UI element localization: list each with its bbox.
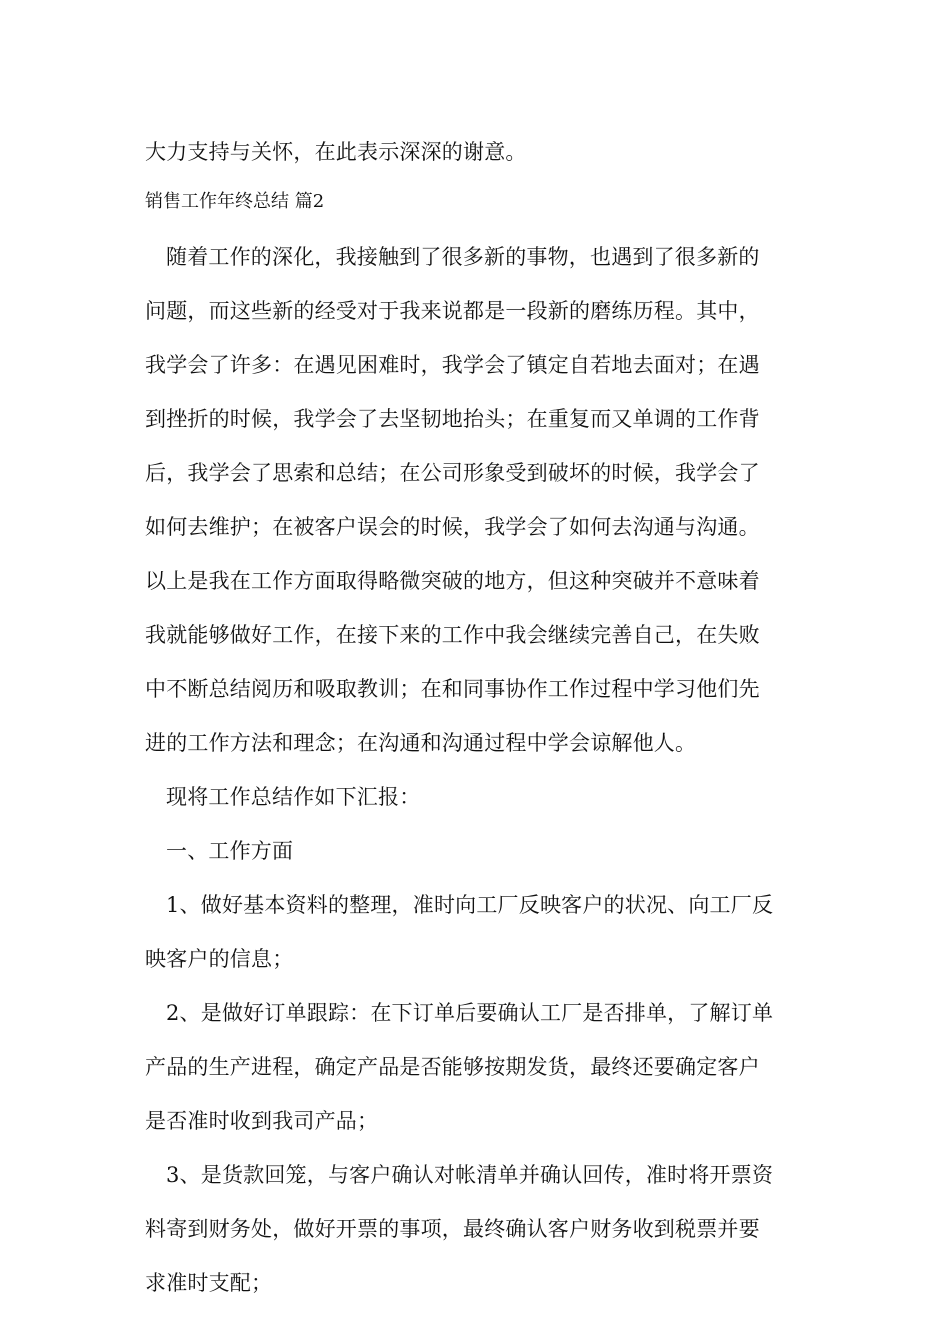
paragraph-line: 进的工作方法和理念；在沟通和沟通过程中学会谅解他人。 [145,731,697,755]
paragraph-line: 随着工作的深化，我接触到了很多新的事物，也遇到了很多新的 [166,245,760,269]
section-heading: 销售工作年终总结 篇2 [145,191,325,212]
list-item-line: 3、是货款回笼，与客户确认对帐清单并确认回传，准时将开票资 [166,1163,774,1187]
list-item-line: 2、是做好订单跟踪：在下订单后要确认工厂是否排单，了解订单 [166,1001,774,1025]
text-line: 大力支持与关怀，在此表示深深的谢意。 [145,140,527,164]
paragraph-line: 以上是我在工作方面取得略微突破的地方，但这种突破并不意味着 [145,569,760,593]
paragraph-line: 到挫折的时候，我学会了去坚韧地抬头；在重复而又单调的工作背 [145,407,760,431]
paragraph-line: 中不断总结阅历和吸取教训；在和同事协作工作过程中学习他们先 [145,677,760,701]
paragraph-line: 现将工作总结作如下汇报： [166,785,421,809]
list-item-line: 求准时支配； [145,1271,273,1295]
list-item-line: 1、做好基本资料的整理，准时向工厂反映客户的状况、向工厂反 [166,893,774,917]
paragraph-line: 我就能够做好工作，在接下来的工作中我会继续完善自己，在失败 [145,623,760,647]
list-item-line: 产品的生产进程，确定产品是否能够按期发货，最终还要确定客户 [145,1055,760,1079]
document-page [145,128,810,1310]
list-item-line: 映客户的信息； [145,947,294,971]
subsection-heading: 一、工作方面 [166,839,294,863]
paragraph-line: 我学会了许多：在遇见困难时，我学会了镇定自若地去面对；在遇 [145,353,760,377]
paragraph-line: 问题，而这些新的经受对于我来说都是一段新的磨练历程。其中， [145,299,760,323]
paragraph-line: 后，我学会了思索和总结；在公司形象受到破坏的时候，我学会了 [145,461,760,485]
paragraph-line: 如何去维护；在被客户误会的时候，我学会了如何去沟通与沟通。 [145,515,760,539]
list-item-line: 是否准时收到我司产品； [145,1109,379,1133]
list-item-line: 料寄到财务处，做好开票的事项，最终确认客户财务收到税票并要 [145,1217,760,1241]
